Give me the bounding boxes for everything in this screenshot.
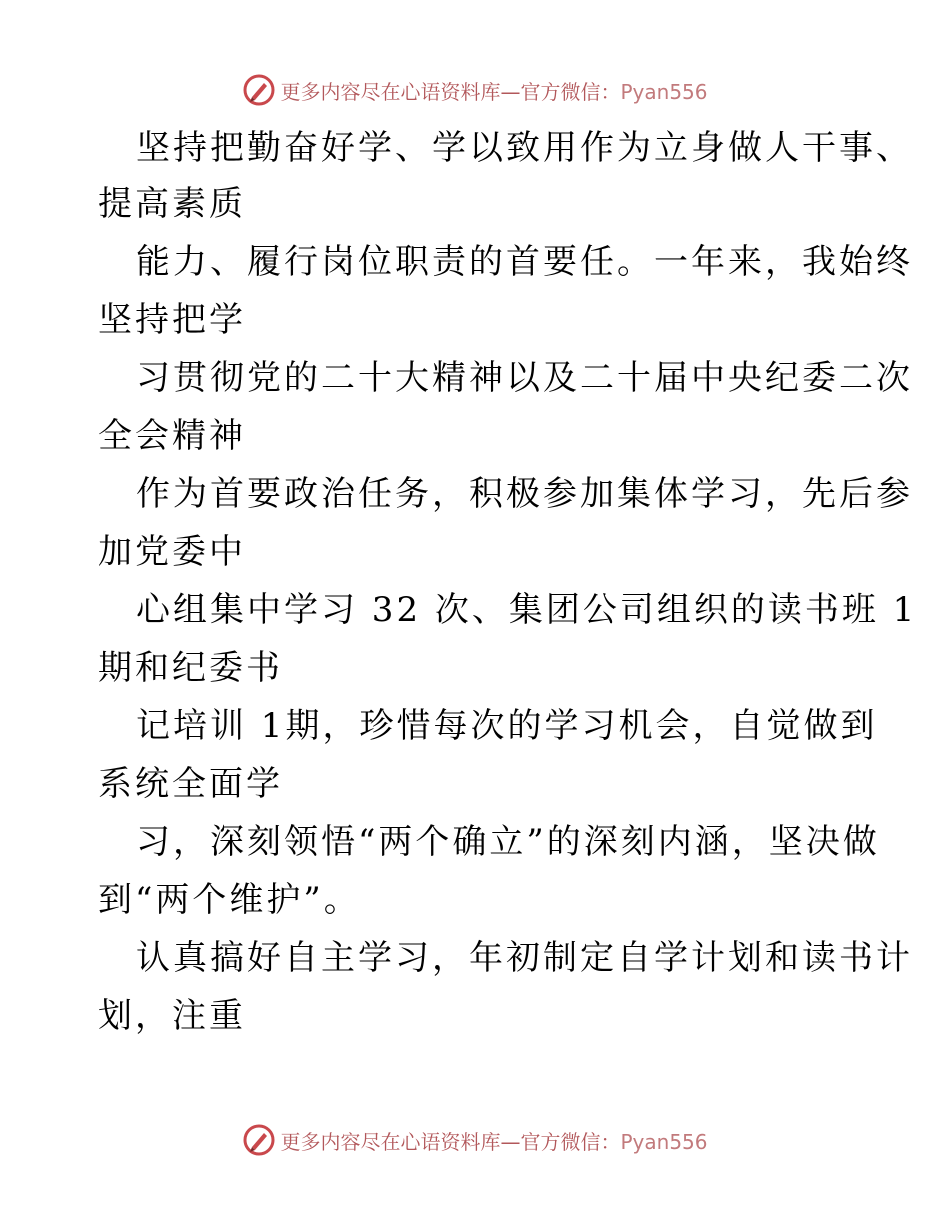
footer-banner-text: 更多内容尽在心语资料库—官方微信：Pyan556 [280, 1129, 708, 1154]
header-banner-account: Pyan556 [620, 79, 708, 104]
body-line: 期和纪委书 [98, 648, 283, 688]
header-banner-text: 更多内容尽在心语资料库—官方微信：Pyan556 [280, 79, 708, 104]
body-line: 习，深刻领悟“两个确立”的深刻内涵，坚决做 [136, 822, 880, 862]
body-line: 坚持把学 [98, 300, 246, 340]
footer-banner [0, 1120, 950, 1160]
body-line: 认真搞好自主学习，年初制定自学计划和读书计 [136, 938, 913, 978]
body-line: 作为首要政治任务，积极参加集体学习，先后参 [136, 474, 913, 514]
body-line: 系统全面学 [98, 764, 283, 804]
body-line: 坚持把勤奋好学、学以致用作为立身做人干事、 [136, 128, 913, 168]
body-line: 加党委中 [98, 532, 246, 572]
header-banner [0, 70, 950, 110]
pen-logo-icon [242, 1123, 276, 1157]
body-line: 划，注重 [98, 996, 246, 1036]
body-line: 全会精神 [98, 416, 246, 456]
body-line: 提高素质 [98, 184, 246, 224]
footer-banner-account: Pyan556 [620, 1129, 708, 1154]
pen-logo-icon [242, 73, 276, 107]
body-line: 习贯彻党的二十大精神以及二十届中央纪委二次 [136, 358, 913, 398]
body-line: 到“两个维护”。 [98, 880, 361, 920]
body-line: 心组集中学习 32 次、集团公司组织的读书班 1 [136, 590, 918, 630]
body-line: 记培训 1期，珍惜每次的学习机会，自觉做到 [136, 706, 878, 746]
body-line: 能力、履行岗位职责的首要任。一年来，我始终 [136, 242, 913, 282]
